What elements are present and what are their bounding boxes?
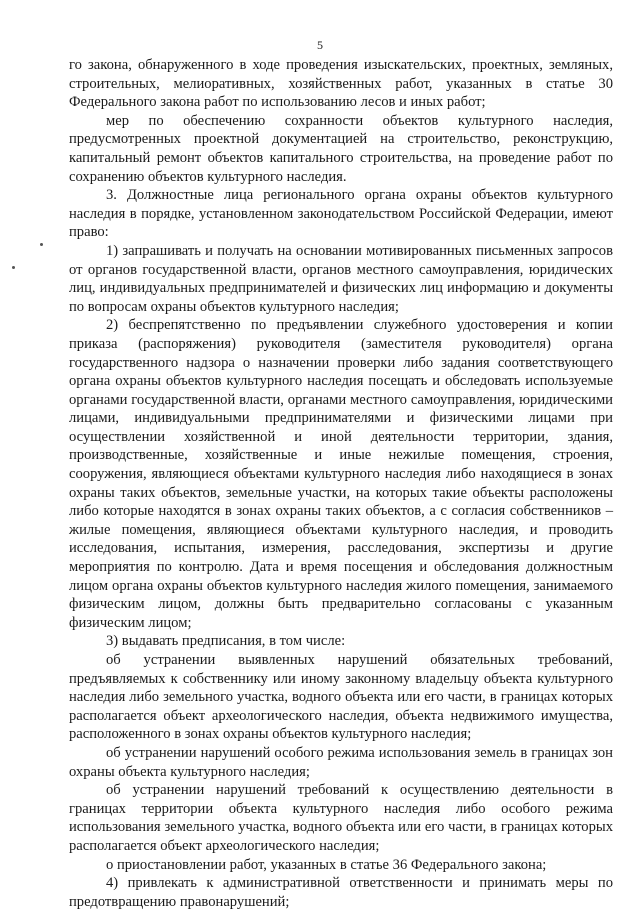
paragraph-violations-owner: об устранении выявленных нарушений обязательных требований, предъявляемых к собственнику или иному законному владельцу объекта культурного наследия либо земельного участка, водного объекта или его части, в границах которых располагается объект археологического наследия, объекта недвижимого имущества, расположенного в зонах охраны объектов культурного наследия; [69, 652, 613, 743]
paragraph-suspension: о приостановлении работ, указанных в статье 36 Федерального закона; [106, 856, 547, 873]
paragraph-violations-territory: об устранении нарушений требований к осуществлению деятельности в границах территории объекта культурного наследия либо особого режима использования земельного участка, водного объекта или его части, в границах которых располагается объект археологического наследия; [69, 782, 613, 854]
paragraph-continuation: го закона, обнаруженного в ходе проведения изыскательских, проектных, земляных, строительных, мелиоративных, хозяйственных работ, указанных в статье 30 Федерального закона работ по использованию лесов и иных работ; [69, 57, 613, 111]
paragraph-right-4: 4) привлекать к административной ответственности и принимать меры по предотвращению правонарушений; [69, 875, 613, 910]
paragraph-right-3: 3) выдавать предписания, в том числе: [106, 633, 346, 650]
page-number: 5 [317, 38, 323, 52]
paragraph-preservation-measures: мер по обеспечению сохранности объектов культурного наследия, предусмотренных проектной документацией на строительство, реконструкцию, капитальный ремонт объектов капитального строительства, на проведение работ по сохранению объектов культурного наследия. [69, 112, 613, 185]
document-body [69, 56, 613, 911]
paragraph-officials-rights: 3. Должностные лица регионального органа охраны объектов культурного наследия в порядке, установленном законодательством Российской Федерации, имеют право: [69, 187, 613, 241]
scan-speck [12, 266, 15, 269]
paragraph-violations-zones: об устранении нарушений особого режима использования земель в границах зон охраны объекта культурного наследия; [69, 744, 613, 780]
scan-speck [40, 243, 43, 246]
paragraph-right-1: 1) запрашивать и получать на основании мотивированных письменных запросов от органов государственной власти, органов местного самоуправления, юридических лиц, индивидуальных предпринимателей и физических лиц информацию и документы по вопросам охраны объектов культурного наследия; [69, 242, 613, 315]
paragraph-right-2: 2) беспрепятственно по предъявлении служебного удостоверения и копии приказа (распоряжения) руководителя (заместителя руководителя) органа государственного надзора о назначении проверки либо задания соответствующего органа охраны объектов культурного наследия посещать и обследовать используемые органами государственной власти, органами местного самоуправления, юридическими лицами, индивидуальными предпринимателями и физическими лицами при осуществлении хозяйственной и иной деятельности территории, здания, производственные, хозяйственные и иные нежилые помещения, строения, сооружения, являющиеся объектами культурного наследия либо находящиеся в зонах охраны таких объектов, земельные участки, на которых такие объекты расположены либо которые находятся в зонах охраны таких объектов, а с согласия собственников – жилые помещения, являющиеся объектами культурного наследия, и проводить исследования, испытания, измерения, расследования, экспертизы и другие мероприятия по контролю. Дата и время посещения и обследования должностным лицом органа охраны объектов культурного наследия жилого помещения, занимаемого физическим лицом, должны быть предварительно согласованы с указанным физическим лицом; [69, 317, 613, 631]
